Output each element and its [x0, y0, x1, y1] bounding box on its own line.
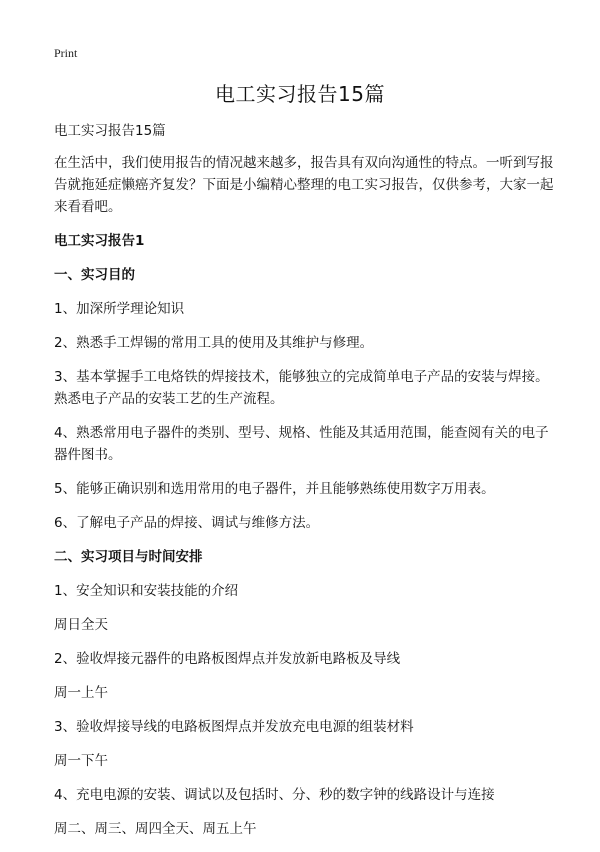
document-subtitle: 电工实习报告15篇 [54, 123, 166, 139]
schedule-item: 4、充电电源的安装、调试以及包括时、分、秒的数字钟的线路设计与连接 [54, 787, 495, 803]
print-link[interactable]: Print [54, 46, 78, 60]
document-body [54, 120, 554, 852]
purpose-item: 6、了解电子产品的焊接、调试与维修方法。 [54, 515, 320, 531]
schedule-time: 周二、周三、周四全天、周五上午 [54, 821, 257, 837]
schedule-time: 周一下午 [54, 753, 108, 769]
schedule-item: 1、安全知识和安装技能的介绍 [54, 583, 239, 599]
schedule-item: 2、验收焊接元器件的电路板图焊点并发放新电路板及导线 [54, 651, 401, 667]
section2-heading: 二、实习项目与时间安排 [54, 549, 203, 565]
purpose-item: 5、能够正确识别和选用常用的电子器件，并且能够熟练使用数字万用表。 [54, 481, 495, 497]
purpose-item: 2、熟悉手工焊锡的常用工具的使用及其维护与修理。 [54, 335, 374, 351]
intro-paragraph: 在生活中，我们使用报告的情况越来越多，报告具有双向沟通性的特点。一听到写报告就拖延症懒癌齐复发？下面是小编精心整理的电工实习报告，仅供参考，大家一起来看看吧。 [54, 155, 554, 215]
purpose-item: 1、加深所学理论知识 [54, 301, 185, 317]
page-title: 电工实习报告15篇 [215, 82, 385, 106]
schedule-item: 3、验收焊接导线的电路板图焊点并发放充电电源的组装材料 [54, 719, 414, 735]
purpose-item: 3、基本掌握手工电烙铁的焊接技术，能够独立的完成简单电子产品的安装与焊接。熟悉电子产品的安装工艺的生产流程。 [54, 369, 549, 407]
schedule-time: 周日全天 [54, 617, 108, 633]
report1-heading: 电工实习报告1 [54, 233, 145, 249]
section1-heading: 一、实习目的 [54, 267, 135, 283]
schedule-time: 周一上午 [54, 685, 108, 701]
purpose-item: 4、熟悉常用电子器件的类别、型号、规格、性能及其适用范围，能查阅有关的电子器件图书。 [54, 425, 549, 463]
